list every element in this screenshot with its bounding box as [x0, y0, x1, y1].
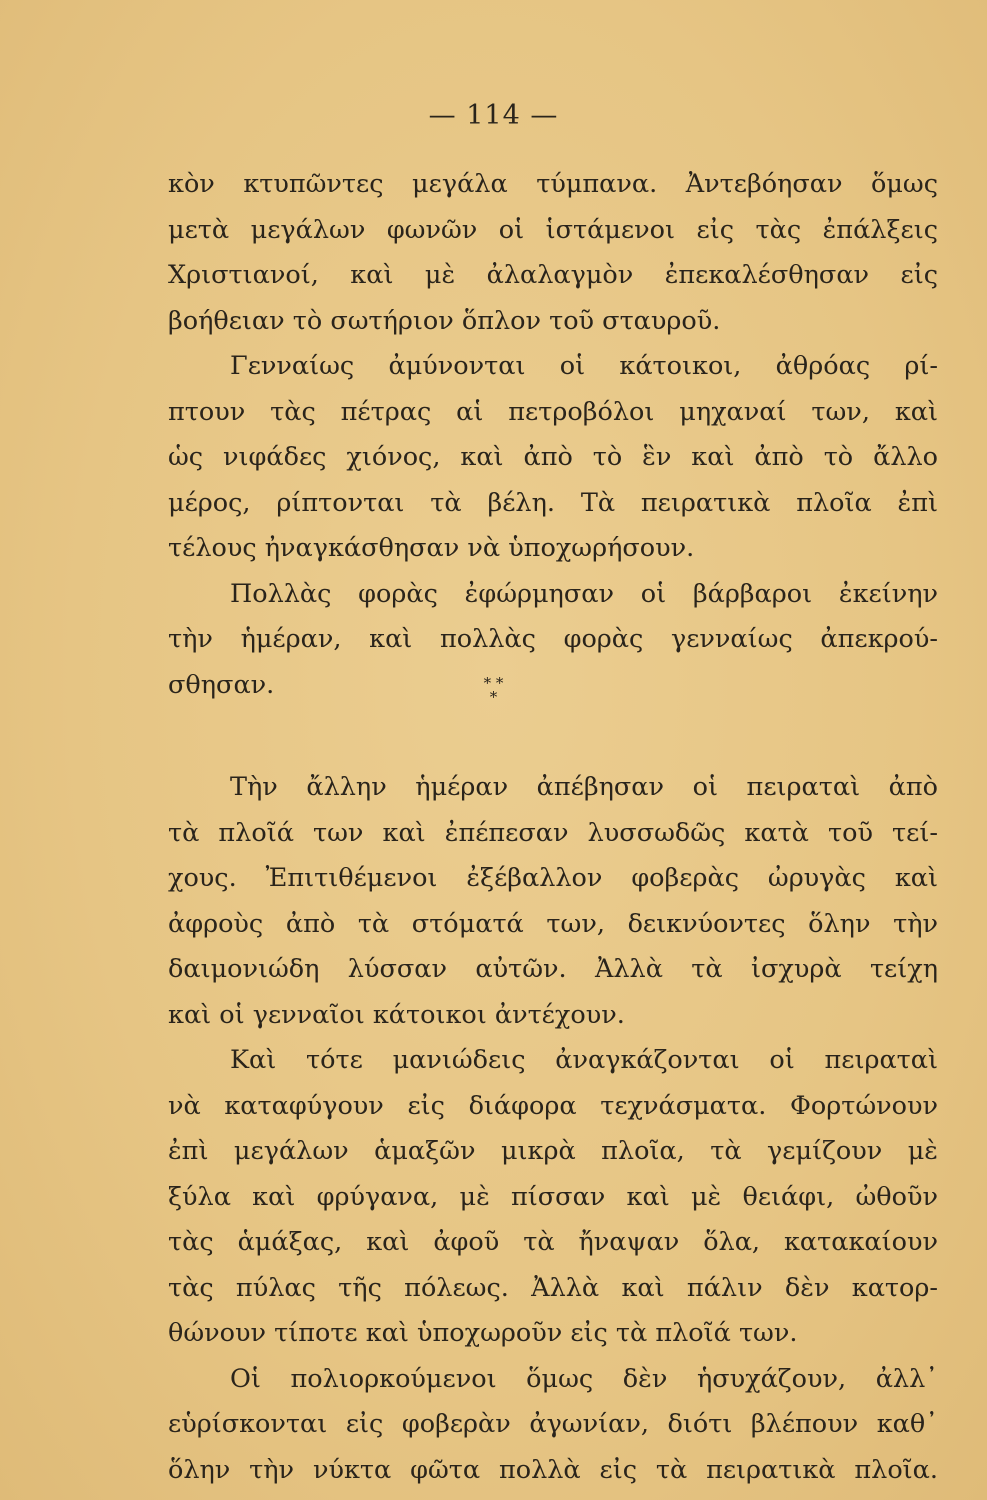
text-line: Τὴν ἄλλην ἡμέραν ἀπέβησαν οἱ πειραταὶ ἀπὸ: [230, 772, 938, 802]
text-line: δαιμονιώδη λύσσαν αὐτῶν. Ἀλλὰ τὰ ἰσχυρὰ τείχη: [168, 954, 938, 984]
text-line: μετὰ μεγάλων φωνῶν οἱ ἱστάμενοι εἰς τὰς ἐπάλξεις: [168, 214, 938, 245]
text-line: μέρος, ρίπτονται τὰ βέλη. Τὰ πειρατικὰ πλοῖα ἐπὶ: [168, 487, 938, 518]
text-line: τέλους ἠναγκάσθησαν νὰ ὑποχωρήσουν.: [168, 533, 695, 563]
text-line: βοήθειαν τὸ σωτήριον ὅπλον τοῦ σταυροῦ.: [168, 305, 721, 336]
page-number: — 114 —: [428, 100, 559, 131]
text-line: ἀφροὺς ἀπὸ τὰ στόματά των, δεικνύοντες ὅλην τὴν: [168, 908, 938, 939]
text-line: ὡς νιφάδες χιόνος, καὶ ἀπὸ τὸ ἓν καὶ ἀπὸ τὸ ἄλλο: [168, 442, 938, 472]
text-line: νὰ καταφύγουν εἰς διάφορα τεχνάσματα. Φορτώνουν: [168, 1090, 938, 1121]
text-line: Γενναίως ἀμύνονται οἱ κάτοικοι, ἀθρόας ρί-: [230, 351, 938, 381]
text-line: Χριστιανοί, καὶ μὲ ἀλαλαγμὸν ἐπεκαλέσθησαν εἰς: [168, 260, 938, 290]
text-line: τὰς ἁμάξας, καὶ ἀφοῦ τὰ ἤναψαν ὅλα, κατακαίουν: [168, 1227, 938, 1257]
text-line: Καὶ τότε μανιώδεις ἀναγκάζονται οἱ πειραταὶ: [230, 1045, 938, 1075]
text-section-1: [168, 162, 938, 708]
text-line: θώνουν τίποτε καὶ ὑποχωροῦν εἰς τὰ πλοῖά των.: [168, 1318, 798, 1348]
text-line: πτουν τὰς πέτρας αἱ πετροβόλοι μηχαναί των, καὶ: [168, 396, 938, 427]
text-line: χους. Ἐπιτιθέμενοι ἐξέβαλλον φοβερὰς ὠρυγὰς καὶ: [168, 863, 938, 893]
text-line: Πολλὰς φορὰς ἐφώρμησαν οἱ βάρβαροι ἐκείνην: [230, 578, 938, 609]
text-line: εὑρίσκονται εἰς φοβερὰν ἀγωνίαν, διότι βλέπουν καθ᾽: [168, 1409, 938, 1439]
text-line: ἐπὶ μεγάλων ἁμαξῶν μικρὰ πλοῖα, τὰ γεμίζουν μὲ: [168, 1136, 938, 1166]
asterism-bottom: *: [489, 688, 498, 706]
text-line: Οἱ πολιορκούμενοι ὅμως δὲν ἡσυχάζουν, ἀλλ᾽: [230, 1363, 938, 1394]
text-line: σθησαν.: [168, 669, 275, 700]
text-line: τὰ πλοῖά των καὶ ἐπέπεσαν λυσσωδῶς κατὰ τοῦ τεί-: [168, 817, 938, 848]
text-line: ξύλα καὶ φρύγανα, μὲ πίσσαν καὶ μὲ θειάφι, ὠθοῦν: [168, 1181, 938, 1212]
text-section-2: [168, 765, 938, 1493]
asterism-top: * *: [483, 674, 504, 692]
text-line: τὰς πύλας τῆς πόλεως. Ἀλλὰ καὶ πάλιν δὲν κατορ-: [168, 1272, 938, 1303]
text-line: τὴν ἡμέραν, καὶ πολλὰς φορὰς γενναίως ἀπεκρού-: [168, 624, 938, 654]
text-line: ὅλην τὴν νύκτα φῶτα πολλὰ εἰς τὰ πειρατικὰ πλοῖα.: [168, 1454, 938, 1485]
text-line: καὶ οἱ γενναῖοι κάτοικοι ἀντέχουν.: [168, 999, 625, 1030]
section-divider-asterism: [0, 676, 987, 704]
text-line: κὸν κτυπῶντες μεγάλα τύμπανα. Ἀντεβόησαν ὅμως: [168, 169, 938, 199]
